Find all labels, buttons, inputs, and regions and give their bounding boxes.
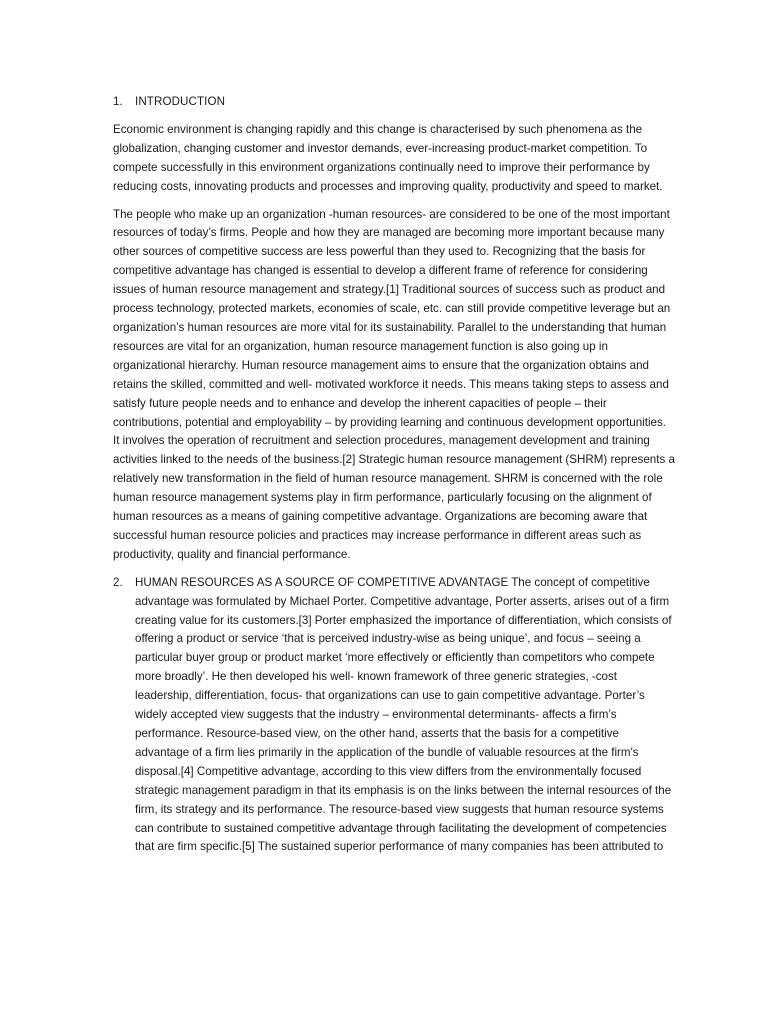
section-2-text: HUMAN RESOURCES AS A SOURCE OF COMPETITIVE ADVANTAGE The concept of competitive advantage was formulated by Michael Porter. Competitive advantage, Porter asserts, arises out of a firm creating value for its customers.[3] Porter emphasized the importance of differentiation, which consists of offering a product or service ‘that is perceived industry-wise as being unique’, and focus – seeing a particular buyer group or product market ‘more effectively or efficiently than competitors who compete more broadly’. He then developed his well- known framework of three generic strategies, -cost leadership, differentiation, focus- that organizations can use to gain competitive advantage. Porter’s widely accepted view suggests that the industry – environmental determinants- affects a firm’s performance. Resource-based view, on the other hand, asserts that the basis for a competitive advantage of a firm lies primarily in the application of the bundle of valuable resources at the firm's disposal.[4] Competitive advantage, according to this view differs from the environmentally focused strategic management paradigm in that its emphasis is on the links between the internal resources of the firm, its strategy and its performance. The resource-based view suggests that human resource systems can contribute to sustained competitive advantage through facilitating the development of competencies that are firm specific.[5] The sustained superior performance of many companies has been attributed to: [135, 575, 672, 854]
section-2-list-item: [113, 574, 675, 858]
document-body: [113, 93, 675, 857]
section-1-title: INTRODUCTION: [135, 95, 226, 108]
intro-paragraph-1: Economic environment is changing rapidly and this change is characterised by such phenomena as the globalization, changing customer and investor demands, ever-increasing product-market competition. To compete successfully in this environment organizations continually need to improve their performance by reducing costs, innovating products and processes and improving quality, productivity and speed to market.: [113, 122, 663, 193]
section-1-heading: [113, 93, 675, 112]
section-2-number: 2.: [113, 575, 123, 589]
section-1-number: 1.: [113, 95, 123, 108]
intro-paragraph-2: The people who make up an organization -human resources- are considered to be one of the most important resources of today’s firms. People and how they are managed are becoming more important because many other sources of competitive success are less powerful than they used to. Recognizing that the basis for competitive advantage has changed is essential to develop a different frame of reference for considering issues of human resource management and strategy.[1] Traditional sources of success such as product and process technology, protected markets, economies of scale, etc. can still provide competitive leverage but an organization’s human resources are more vital for its sustainability. Parallel to the understanding that human resources are vital for an organization, human resource management function is also going up in organizational hierarchy. Human resource management aims to ensure that the organization obtains and retains the skilled, committed and well- motivated workforce it needs. This means taking steps to assess and satisfy future people needs and to enhance and develop the inherent capacities of people – their contributions, potential and employability – by providing learning and continuous development opportunities. It involves the operation of recruitment and selection procedures, management development and training activities linked to the needs of the business.[2] Strategic human resource management (SHRM) represents a relatively new transformation in the field of human resource management. SHRM is concerned with the role human resource management systems play in firm performance, particularly focusing on the alignment of human resources as a means of gaining competitive advantage. Organizations are becoming aware that successful human resource policies and practices may increase performance in different areas such as productivity, quality and financial performance.: [113, 207, 675, 561]
